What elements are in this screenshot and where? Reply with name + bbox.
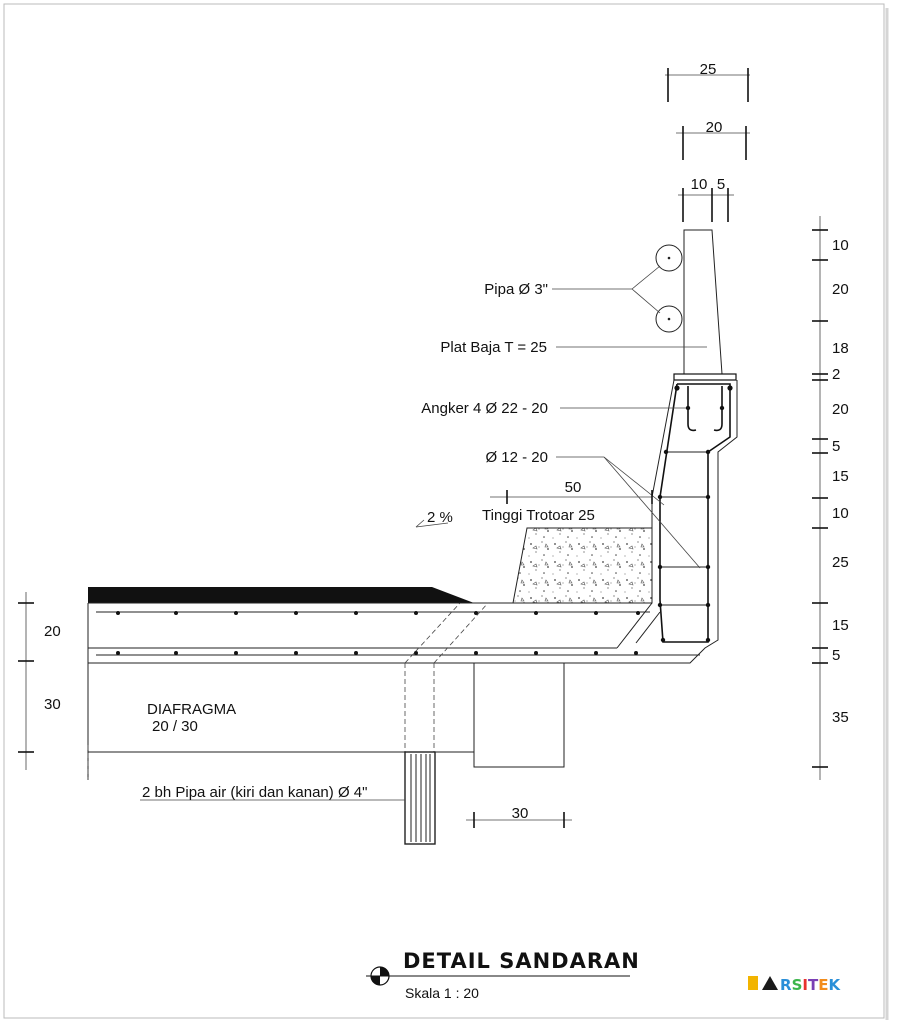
dim-right-35: 35 — [832, 709, 849, 726]
girder — [474, 663, 564, 767]
label-slope: 2 % — [427, 509, 453, 526]
dim-right-10b: 10 — [832, 505, 849, 522]
dim-right-2: 2 — [832, 366, 841, 383]
dim-right-20: 20 — [832, 281, 849, 298]
logo-text: RSITEK — [780, 976, 841, 994]
dim-right-18: 18 — [832, 340, 849, 357]
label-sidewalk-width: 50 — [564, 479, 582, 496]
label-drain-pipe: 2 bh Pipa air (kiri dan kanan) Ø 4" — [142, 784, 368, 801]
dim-right-5b: 5 — [832, 647, 841, 664]
dim-right-25: 25 — [832, 554, 849, 571]
dim-bottom-30: 30 — [511, 805, 529, 822]
label-diaphragm-size: 20 / 30 — [152, 718, 198, 735]
dim-right-10: 10 — [832, 237, 849, 254]
sidewalk-fill — [513, 528, 652, 603]
dim-right-15: 15 — [832, 468, 849, 485]
dim-left-20: 20 — [44, 623, 61, 640]
dim-right-5: 5 — [832, 438, 841, 455]
drain-pipe — [405, 752, 435, 844]
dim-right-15b: 15 — [832, 617, 849, 634]
dim-top-25: 25 — [699, 61, 717, 78]
dim-top-5: 5 — [716, 176, 726, 193]
label-sidewalk-height: Tinggi Trotoar 25 — [482, 507, 595, 524]
dim-top-20: 20 — [705, 119, 723, 136]
steel-plate — [674, 374, 736, 380]
drawing-scale: Skala 1 : 20 — [405, 985, 479, 1001]
label-anchor: Angker 4 Ø 22 - 20 — [421, 400, 548, 417]
dim-top-10: 10 — [690, 176, 708, 193]
dim-right-20b: 20 — [832, 401, 849, 418]
label-rebar: Ø 12 - 20 — [485, 449, 548, 466]
label-pipe: Pipa Ø 3" — [484, 281, 548, 298]
label-steel-plate: Plat Baja T = 25 — [440, 339, 547, 356]
dim-left-30: 30 — [44, 696, 61, 713]
drawing-title: DETAIL SANDARAN — [403, 949, 640, 973]
label-diaphragm: DIAFRAGMA — [147, 701, 237, 718]
asphalt-layer — [88, 587, 474, 603]
